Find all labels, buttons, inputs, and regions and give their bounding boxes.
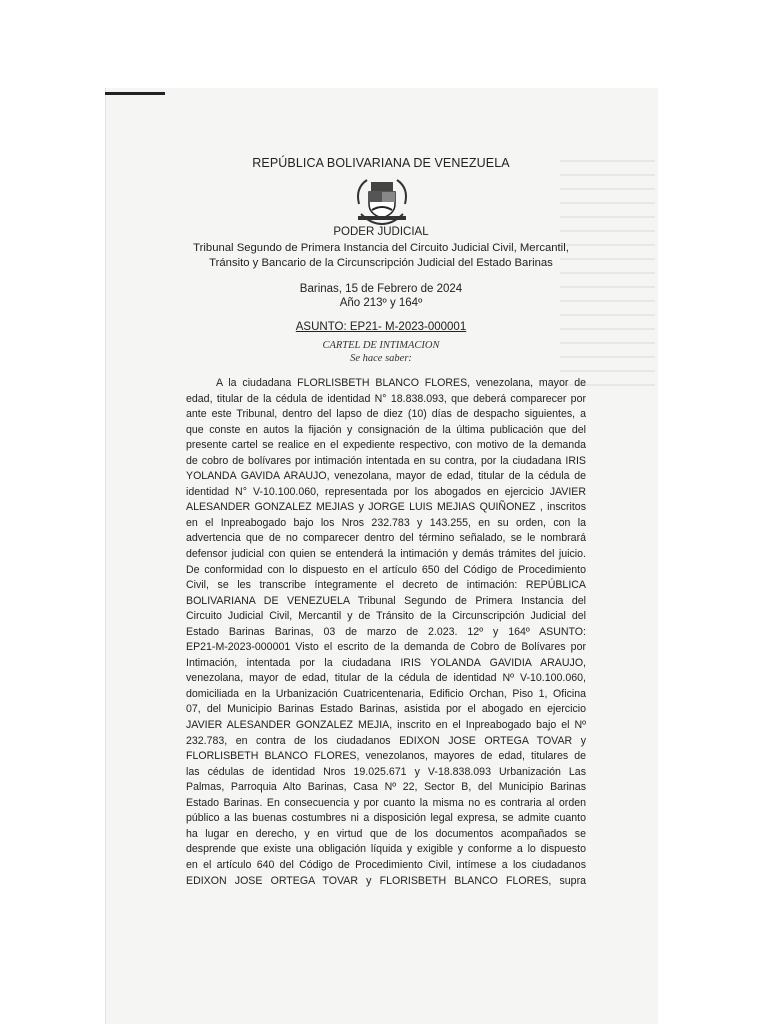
- body-line: en el artículo 640 del Código de Procedimiento Civil, intímese a los ciudadanos: [186, 858, 586, 871]
- scan-edge-mark: [105, 92, 165, 95]
- body-line: ante este Tribunal, dentro del lapso de diez (10) días de despacho siguientes, a: [186, 408, 586, 421]
- body-line: BOLIVARIANA DE VENEZUELA Tribunal Segundo de Primera Instancia del: [186, 594, 586, 607]
- body-line: ALESANDER GONZALEZ MEJIAS y JORGE LUIS MEJIAS QUIÑONEZ , inscritos: [186, 501, 586, 514]
- body-line: Palmas, Parroquia Alto Barinas, Casa Nº 22, Sector B, del Municipio Barinas: [186, 781, 586, 794]
- judicial-power-heading: PODER JUDICIAL: [333, 226, 429, 238]
- subject-line: ASUNTO: EP21- M-2023-000001: [295, 321, 467, 333]
- body-line: 232.783, en contra de los ciudadanos EDIXON JOSE ORTEGA TOVAR y: [186, 734, 586, 747]
- tribunal-heading: [105, 241, 657, 271]
- tribunal-line-2: Tránsito y Bancario de la Circunscripción Judicial del Estado Barinas: [209, 257, 553, 269]
- body-line: identidad N° V-10.100.060, representada por los abogados en ejercicio JAVIER: [186, 485, 586, 498]
- body-line: YOLANDA GAVIDA ARAUJO, venezolana, mayor de edad, titular de la cédula de: [186, 470, 586, 483]
- cartel-title: CARTEL DE INTIMACION: [322, 340, 440, 351]
- body-text: [186, 376, 586, 889]
- body-line: presente cartel se realice en el expediente respectivo, con motivo de la demanda: [186, 439, 586, 452]
- coat-of-arms-icon: [353, 174, 411, 226]
- body-line: A la ciudadana FLORLISBETH BLANCO FLORES, venezolana, mayor de: [216, 377, 586, 389]
- date-line: Barinas, 15 de Febrero de 2024: [299, 283, 463, 295]
- republic-heading: REPÚBLICA BOLIVARIANA DE VENEZUELA: [252, 156, 510, 170]
- body-line: desprende que existe una obligación líquida y exigible y conforme a lo dispuesto: [186, 843, 586, 856]
- body-line: en el Inpreabogado bajo los Nros 232.783 y 143.255, en su orden, con la: [186, 516, 586, 529]
- body-line: defensor judicial con quien se entenderá la intimación y demás trámites del juicio.: [186, 548, 586, 561]
- body-line: FLORLISBETH BLANCO FLORES, venezolanos, mayores de edad, titulares de: [186, 750, 586, 763]
- body-line: Civil, se les transcribe íntegramente el decreto de intimación: REPÚBLICA: [186, 579, 586, 592]
- cartel-heading: [105, 339, 657, 365]
- body-line: 07, del Municipio Barinas Estado Barinas, asistida por el abogado en ejercicio: [186, 703, 586, 716]
- cartel-subtitle: Se hace saber:: [350, 353, 412, 364]
- body-line: De conformidad con lo dispuesto en el artículo 650 del Código de Procedimiento: [186, 563, 586, 576]
- date-block: [105, 282, 657, 310]
- body-line: Circuito Judicial Civil, Mercantil y de Tránsito de la Circunscripción Judicial del: [186, 610, 586, 623]
- body-line: ha lugar en derecho, y en virtud que de los documentos acompañados se: [186, 827, 586, 840]
- body-line: domiciliada en la Urbanización Cuatricentenaria, Edificio Orchan, Piso 1, Oficina: [186, 687, 586, 700]
- body-line: JAVIER ALESANDER GONZALEZ MEJIA, inscrito en el Inpreabogado bajo el Nº: [186, 719, 586, 732]
- year-line: Año 213º y 164º: [339, 297, 423, 309]
- body-line: público a las buenas costumbres ni a disposición legal expresa, se admite cuanto: [186, 812, 586, 825]
- body-line: Intimación, intentada por la ciudadana IRIS YOLANDA GAVIDIA ARAUJO,: [186, 656, 586, 669]
- body-line: EDIXON JOSE ORTEGA TOVAR y FLORISBETH BLANCO FLORES, supra: [186, 874, 586, 887]
- body-line: de cobro de bolívares por intimación intentada en su contra, por la ciudadana IRIS: [186, 454, 586, 467]
- body-line: advertencia que de no comparecer dentro del término señalado, se le nombrará: [186, 532, 586, 545]
- body-line: Estado Barinas. En consecuencia y por cuanto la misma no es contraria al orden: [186, 796, 586, 809]
- body-line: EP21-M-2023-000001 Visto el escrito de la demanda de Cobro de Bolívares por: [186, 641, 586, 654]
- body-line: las cédulas de identidad Nros 19.025.671 y V-18.838.093 Urbanización Las: [186, 765, 586, 778]
- body-line: Estado Barinas Barinas, 03 de marzo de 2.023. 12º y 164º ASUNTO:: [186, 625, 586, 638]
- body-line: venezolana, mayor de edad, titular de la cédula de identidad Nº V-10.100.060,: [186, 672, 586, 685]
- tribunal-line-1: Tribunal Segundo de Primera Instancia del Circuito Judicial Civil, Mercantil,: [193, 242, 569, 254]
- body-line: que conste en autos la fijación y consignación de la última publicación que del: [186, 423, 586, 436]
- body-line: edad, titular de la cédula de identidad N° 18.838.093, que deberá comparecer por: [186, 392, 586, 405]
